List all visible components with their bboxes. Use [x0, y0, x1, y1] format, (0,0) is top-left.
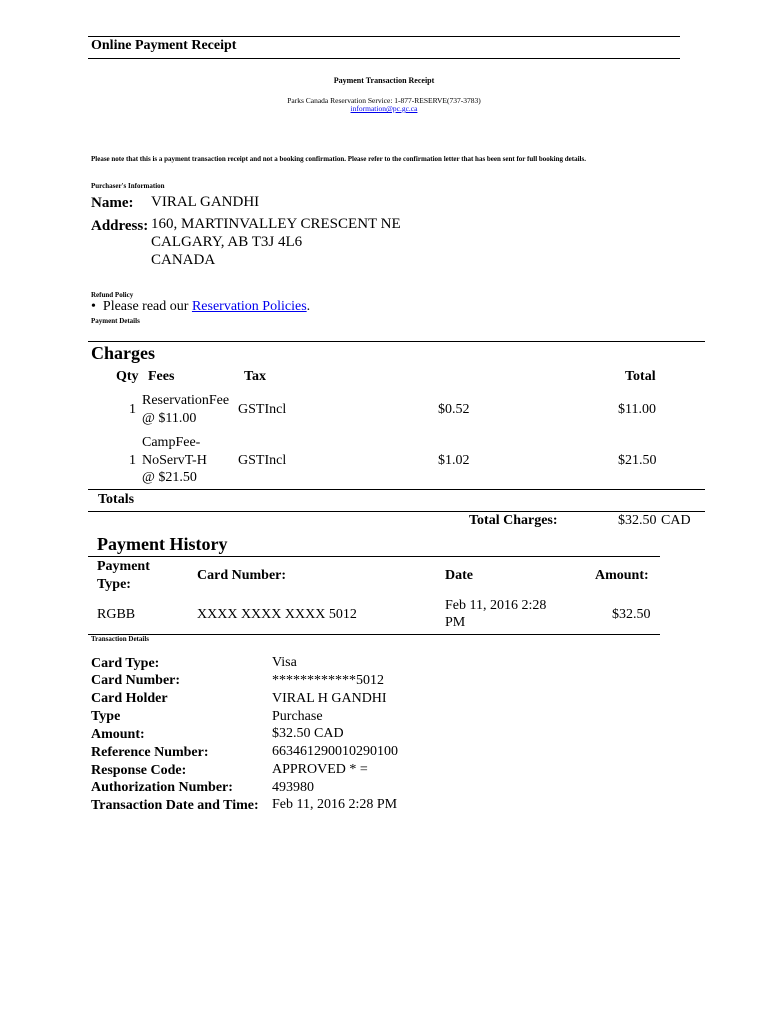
charge-row-2-fee-line-1: CampFee- — [142, 435, 201, 450]
txn-value-datetime: Feb 11, 2016 2:28 PM — [272, 797, 398, 812]
txn-value-card-type: Visa — [272, 655, 297, 670]
charge-row-1-fee-line-2: @ $11.00 — [142, 411, 197, 426]
txn-value-reference: 663461290010290100 — [272, 744, 398, 759]
txn-label-card-number: Card Number: — [91, 673, 181, 688]
service-email-link[interactable]: information@pc.gc.ca — [350, 104, 418, 113]
history-row-type: RGBB — [97, 607, 136, 622]
charge-row-2-fee-line-2: NoServT-H — [142, 453, 207, 468]
charge-row-1-total: $11.00 — [618, 402, 656, 417]
totals-bottom-rule — [88, 511, 705, 512]
txn-label-card-type: Card Type: — [91, 656, 160, 671]
charge-row-1-fee-line-1: ReservationFee — [142, 393, 230, 408]
txn-label-amount: Amount: — [91, 727, 145, 742]
title-bottom-rule — [88, 58, 680, 59]
history-top-rule — [88, 556, 660, 557]
service-email-wrap — [0, 104, 768, 113]
txn-value-card-number: ************5012 — [272, 673, 384, 688]
title-top-rule — [88, 36, 680, 37]
history-header-card: Card Number: — [197, 568, 287, 583]
history-row-date-line-1: Feb 11, 2016 2:28 — [445, 598, 547, 613]
address-line-3: CANADA — [151, 252, 216, 268]
total-charges-label: Total Charges: — [469, 513, 558, 528]
history-header-type-line-1: Payment — [97, 559, 150, 574]
txn-label-response: Response Code: — [91, 763, 187, 778]
receipt-heading: Payment Transaction Receipt — [333, 76, 435, 85]
charges-heading: Charges — [91, 343, 155, 363]
payment-history-heading: Payment History — [97, 534, 228, 554]
charge-row-1-tax: GSTIncl — [238, 402, 287, 417]
history-row-card: XXXX XXXX XXXX 5012 — [197, 607, 357, 622]
transaction-section-label: Transaction Details — [91, 635, 150, 643]
charge-row-2-tax: GSTIncl — [238, 453, 287, 468]
txn-label-authorization: Authorization Number: — [91, 780, 233, 795]
totals-label: Totals — [98, 492, 135, 507]
name-label: Name: — [91, 195, 134, 211]
total-charges-value: $32.50 — [618, 513, 657, 528]
refund-section-label: Refund Policy — [91, 291, 134, 299]
txn-label-type: Type — [91, 709, 121, 724]
history-header-date: Date — [445, 568, 473, 583]
purchaser-name: VIRAL GANDHI — [151, 194, 260, 210]
totals-top-rule — [88, 489, 705, 490]
txn-value-authorization: 493980 — [272, 780, 314, 795]
charge-row-2-fee-line-3: @ $21.50 — [142, 470, 197, 485]
address-line-2: CALGARY, AB T3J 4L6 — [151, 234, 303, 250]
total-charges-currency: CAD — [661, 513, 691, 528]
history-bottom-rule — [88, 634, 660, 635]
payment-details-label: Payment Details — [91, 317, 140, 325]
txn-value-card-holder: VIRAL H GANDHI — [272, 691, 387, 706]
txn-value-amount: $32.50 CAD — [272, 726, 344, 741]
charge-row-1-qty: 1 — [129, 402, 136, 417]
notice-text: Please note that this is a payment transaction receipt and not a booking confirmation. Please refer to the confirmation letter that has been sent for full booking details. — [91, 155, 586, 163]
txn-label-card-holder: Card Holder — [91, 691, 168, 706]
refund-period: . — [306, 299, 311, 314]
refund-bullet — [91, 299, 310, 315]
refund-text: Please read our — [102, 299, 192, 314]
header-qty: Qty — [116, 369, 139, 384]
reservation-policies-link[interactable]: Reservation Policies — [191, 299, 307, 314]
charge-row-2-qty: 1 — [129, 453, 136, 468]
charge-row-1-tax-amount: $0.52 — [438, 402, 470, 417]
txn-label-datetime: Transaction Date and Time: — [91, 798, 259, 813]
page-title: Online Payment Receipt — [91, 38, 237, 53]
history-row-amount: $32.50 — [612, 607, 651, 622]
history-header-type-line-2: Type: — [97, 577, 131, 592]
txn-label-reference: Reference Number: — [91, 745, 209, 760]
txn-value-type: Purchase — [272, 709, 323, 724]
service-line: Parks Canada Reservation Service: 1-877-RESERVE(737-3783) — [287, 96, 481, 105]
charges-top-rule — [88, 341, 705, 342]
address-line-1: 160, MARTINVALLEY CRESCENT NE — [151, 216, 401, 232]
charge-row-2-tax-amount: $1.02 — [438, 453, 470, 468]
header-tax: Tax — [244, 369, 267, 384]
txn-value-response: APPROVED * = — [272, 762, 368, 777]
purchaser-section-label: Purchaser's Information — [91, 182, 165, 190]
header-total: Total — [625, 369, 656, 384]
address-label: Address: — [91, 218, 149, 234]
charge-row-2-total: $21.50 — [618, 453, 657, 468]
history-header-amount: Amount: — [595, 568, 649, 583]
history-row-date-line-2: PM — [445, 615, 466, 630]
bullet-icon: • — [91, 299, 103, 314]
header-fees: Fees — [148, 369, 175, 384]
